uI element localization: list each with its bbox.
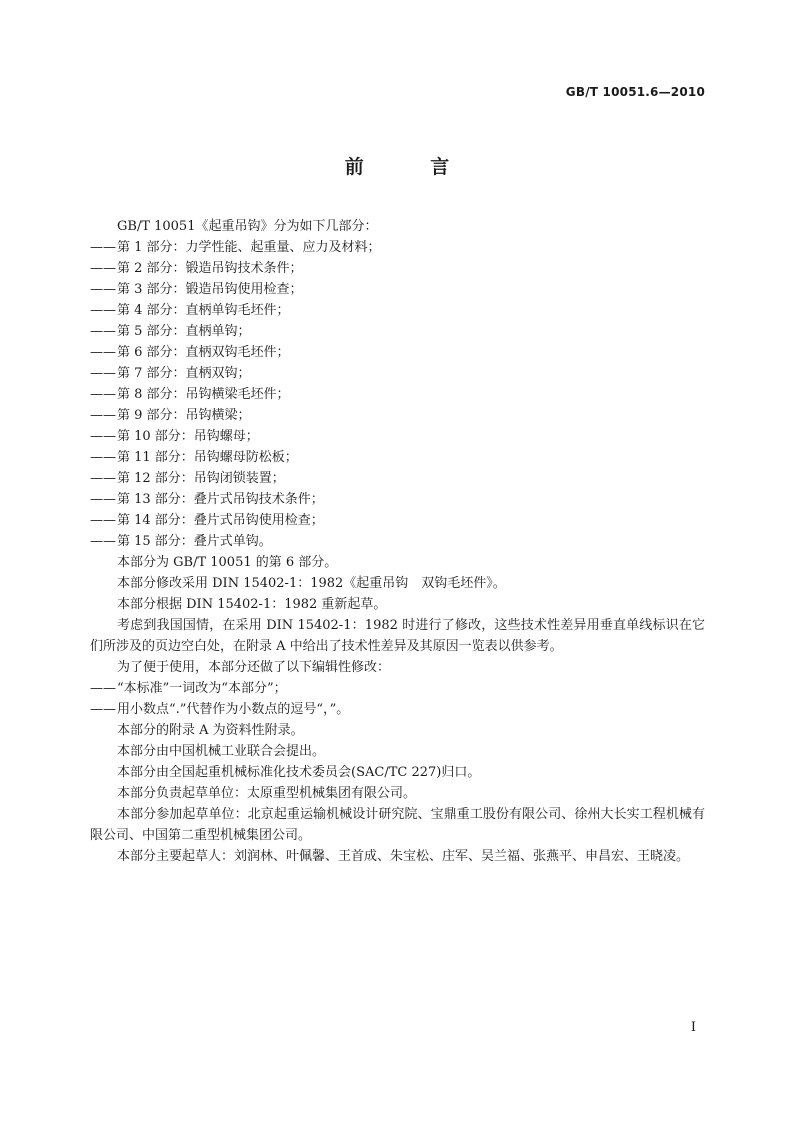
dash-glyph: —— bbox=[90, 702, 116, 717]
list-item-text: 第 1 部分：力学性能、起重量、应力及材料； bbox=[117, 240, 381, 255]
page-number: I bbox=[690, 1020, 696, 1035]
list-item bbox=[90, 468, 705, 489]
list-item-text: 用小数点“.”代替作为小数点的逗号“，”。 bbox=[117, 702, 350, 717]
list-item bbox=[90, 678, 705, 699]
list-item-text: 第 7 部分：直柄双钩； bbox=[117, 366, 251, 381]
list-item bbox=[90, 384, 705, 405]
list-item bbox=[90, 300, 705, 321]
dash-glyph: —— bbox=[90, 261, 116, 276]
dash-glyph: —— bbox=[90, 303, 116, 318]
foreword-body bbox=[90, 216, 705, 867]
body-paragraph: 考虑到我国国情，在采用 DIN 15402-1：1982 时进行了修改，这些技术性差异用垂直单线标识在它们所涉及的页边空白处，在附录 A 中给出了技术性差异及其原因一览表以供参考。 bbox=[90, 618, 705, 654]
dash-glyph: —— bbox=[90, 429, 116, 444]
edits-list bbox=[90, 678, 705, 720]
dash-glyph: —— bbox=[90, 282, 116, 297]
list-item-text: 第 15 部分：叠片式单钩。 bbox=[117, 534, 272, 549]
list-item-text: 第 9 部分：吊钩横梁； bbox=[117, 408, 251, 423]
dash-glyph: —— bbox=[90, 513, 116, 528]
list-item bbox=[90, 363, 705, 384]
dash-glyph: —— bbox=[90, 345, 116, 360]
dash-glyph: —— bbox=[90, 240, 116, 255]
body-paragraph: 本部分为 GB/T 10051 的第 6 部分。 bbox=[117, 555, 338, 570]
list-item-text: 第 10 部分：吊钩螺母； bbox=[117, 429, 259, 444]
body-paragraph: 本部分根据 DIN 15402-1：1982 重新起草。 bbox=[117, 597, 387, 612]
dash-glyph: —— bbox=[90, 366, 116, 381]
list-item-text: 第 3 部分：锻造吊钩使用检查； bbox=[117, 282, 303, 297]
dash-glyph: —— bbox=[90, 408, 116, 423]
dash-glyph: —— bbox=[90, 471, 116, 486]
list-item bbox=[90, 489, 705, 510]
body-paragraph: 本部分负责起草单位：太原重型机械集团有限公司。 bbox=[117, 786, 417, 801]
dash-glyph: —— bbox=[90, 681, 116, 696]
list-item-text: 第 11 部分：吊钩螺母防松板； bbox=[117, 450, 298, 465]
list-item bbox=[90, 531, 705, 552]
body-paragraph: 本部分主要起草人：刘润林、叶佩馨、王首成、朱宝松、庄军、吴兰福、张燕平、申昌宏、王晓凌。 bbox=[117, 849, 690, 864]
list-item bbox=[90, 426, 705, 447]
list-item-text: 第 14 部分：叠片式吊钩使用检查； bbox=[117, 513, 324, 528]
body-paragraph: 本部分的附录 A 为资料性附录。 bbox=[117, 723, 304, 738]
parts-list bbox=[90, 237, 705, 552]
dash-glyph: —— bbox=[90, 492, 116, 507]
list-item-text: 第 5 部分：直柄单钩； bbox=[117, 324, 251, 339]
list-item-text: 第 6 部分：直柄双钩毛坯件； bbox=[117, 345, 290, 360]
dash-glyph: —— bbox=[90, 387, 116, 402]
list-item bbox=[90, 258, 705, 279]
list-item bbox=[90, 447, 705, 468]
body-paragraph: 本部分参加起草单位：北京起重运输机械设计研究院、宝鼎重工股份有限公司、徐州大长实工程机械有限公司、中国第二重型机械集团公司。 bbox=[90, 807, 705, 843]
list-item-text: 第 4 部分：直柄单钩毛坯件； bbox=[117, 303, 290, 318]
page-title: 前 言 bbox=[344, 156, 480, 178]
standard-code: GB/T 10051.6—2010 bbox=[565, 85, 705, 99]
dash-glyph: —— bbox=[90, 324, 116, 339]
list-item bbox=[90, 510, 705, 531]
list-item-text: “本标准”一词改为“本部分”； bbox=[117, 681, 287, 696]
list-item bbox=[90, 237, 705, 258]
list-item bbox=[90, 279, 705, 300]
dash-glyph: —— bbox=[90, 450, 116, 465]
list-item-text: 第 12 部分：吊钩闭锁装置； bbox=[117, 471, 285, 486]
body-paragraph: 为了便于使用，本部分还做了以下编辑性修改： bbox=[117, 660, 391, 675]
list-item bbox=[90, 699, 705, 720]
dash-glyph: —— bbox=[90, 534, 116, 549]
list-item bbox=[90, 342, 705, 363]
list-item bbox=[90, 405, 705, 426]
body-paragraph: 本部分由全国起重机械标准化技术委员会(SAC/TC 227)归口。 bbox=[117, 765, 481, 780]
body-paragraph: 本部分由中国机械工业联合会提出。 bbox=[117, 744, 326, 759]
intro-paragraph: GB/T 10051《起重吊钩》分为如下几部分： bbox=[117, 219, 378, 234]
list-item-text: 第 13 部分：叠片式吊钩技术条件； bbox=[117, 492, 324, 507]
list-item-text: 第 2 部分：锻造吊钩技术条件； bbox=[117, 261, 303, 276]
list-item-text: 第 8 部分：吊钩横梁毛坯件； bbox=[117, 387, 290, 402]
list-item bbox=[90, 321, 705, 342]
body-paragraph: 本部分修改采用 DIN 15402-1：1982《起重吊钩 双钩毛坯件》。 bbox=[117, 576, 506, 591]
